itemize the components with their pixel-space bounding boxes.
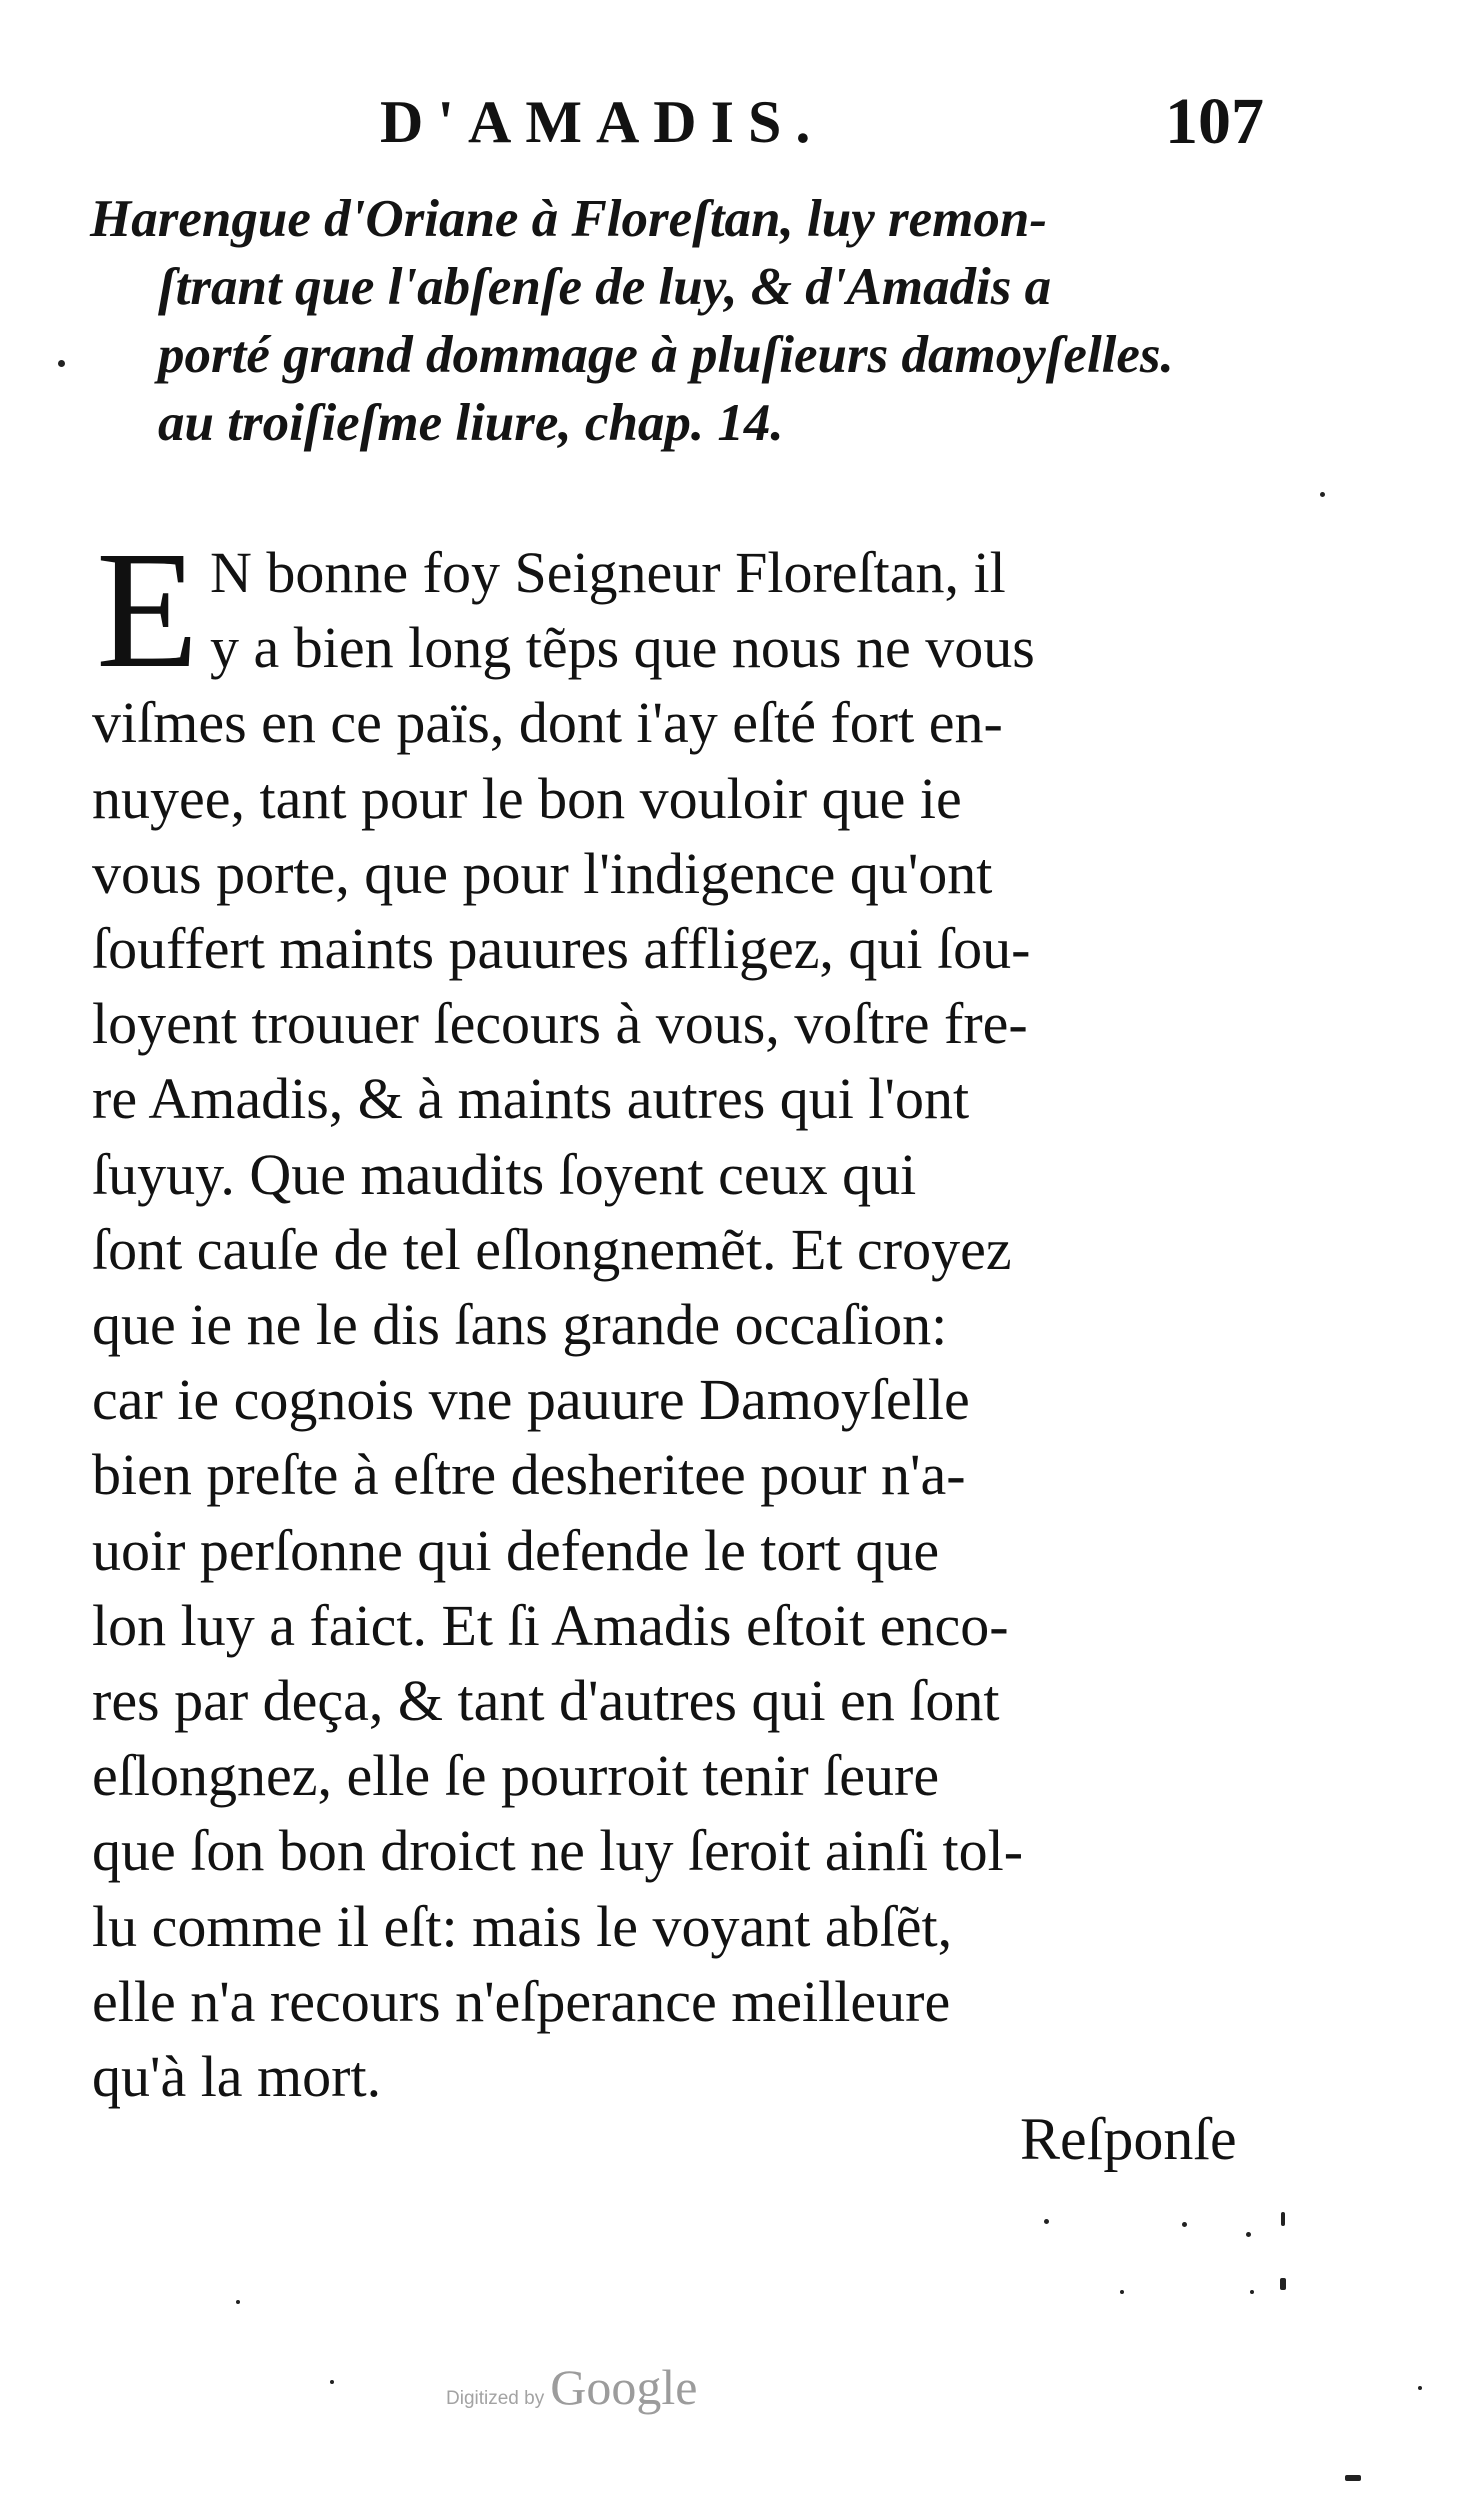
chapter-heading	[90, 185, 1340, 457]
body-line: ſuyuy. Que maudits ſoyent ceux qui	[92, 1141, 917, 1207]
scan-speck	[1345, 2475, 1361, 2481]
digitization-stamp	[446, 2358, 697, 2416]
body-line: lon luy a faict. Et ſi Amadis eſtoit enco-	[92, 1592, 1009, 1658]
body-line: N bonne foy Seigneur Floreſtan, il	[210, 540, 1006, 605]
body-line: car ie cognois vne pauure Damoyſelle	[92, 1367, 970, 1433]
body-line: y a bien long tẽps que nous ne vous	[210, 615, 1035, 681]
body-line: ſont cauſe de tel eſlongnemẽt. Et croyez	[92, 1216, 1012, 1282]
heading-line: ſtrant que l'abſenſe de luy, & d'Amadis a	[158, 258, 1052, 316]
page-number: 107	[1165, 85, 1264, 158]
body-line: nuyee, tant pour le bon vouloir que ie	[92, 765, 962, 831]
body-line: bien preſte à eſtre desheritee pour n'a-	[92, 1442, 966, 1508]
scan-speck	[1418, 2386, 1422, 2390]
body-line: uoir perſonne qui defende le tort que	[92, 1517, 940, 1583]
body-text	[92, 517, 1292, 2114]
drop-cap: E	[96, 517, 199, 703]
heading-line: au troiſieſme liure, chap. 14.	[158, 394, 784, 452]
google-wordmark: Google	[550, 2359, 698, 2415]
body-line: ſouffert maints pauures affligez, qui ſou-	[92, 916, 1031, 982]
body-line: eſlongnez, elle ſe pourroit tenir ſeure	[92, 1743, 940, 1809]
scan-speck	[1246, 2232, 1251, 2237]
scan-speck	[1280, 2278, 1286, 2290]
scan-speck	[330, 2380, 334, 2384]
body-line: lu comme il eſt: mais le voyant abſẽt,	[92, 1893, 953, 1959]
scan-speck	[1044, 2219, 1049, 2224]
scan-speck	[1281, 2212, 1285, 2226]
body-line: loyent trouuer ſecours à vous, voſtre fre-	[92, 991, 1028, 1057]
scan-speck	[1182, 2222, 1187, 2227]
scan-speck	[58, 360, 65, 367]
body-line: vous porte, que pour l'indigence qu'ont	[92, 840, 993, 906]
scan-speck	[1250, 2290, 1254, 2294]
scan-speck	[1120, 2290, 1124, 2294]
body-line: viſmes en ce païs, dont i'ay eſté fort en-	[92, 690, 1003, 756]
body-line: que ſon bon droict ne luy ſeroit ainſi tol-	[92, 1818, 1024, 1884]
body-line: res par deça, & tant d'autres qui en ſont	[92, 1668, 1000, 1734]
body-line: re Amadis, & à maints autres qui l'ont	[92, 1066, 970, 1132]
body-line: elle n'a recours n'eſperance meilleure	[92, 1968, 951, 2034]
body-line: que ie ne le dis ſans grande occaſion:	[92, 1292, 948, 1358]
catchword: Reſponſe	[1020, 2106, 1237, 2172]
digitized-label: Digitized by	[446, 2388, 545, 2409]
scan-speck	[236, 2300, 240, 2304]
heading-line: porté grand dommage à pluſieurs damoyſelles.	[158, 326, 1174, 384]
heading-line: Harengue d'Oriane à Floreſtan, luy remon-	[90, 190, 1048, 248]
scan-speck	[1320, 492, 1325, 497]
body-line: qu'à la mort.	[92, 2044, 382, 2110]
running-title: D'AMADIS.	[380, 89, 825, 155]
